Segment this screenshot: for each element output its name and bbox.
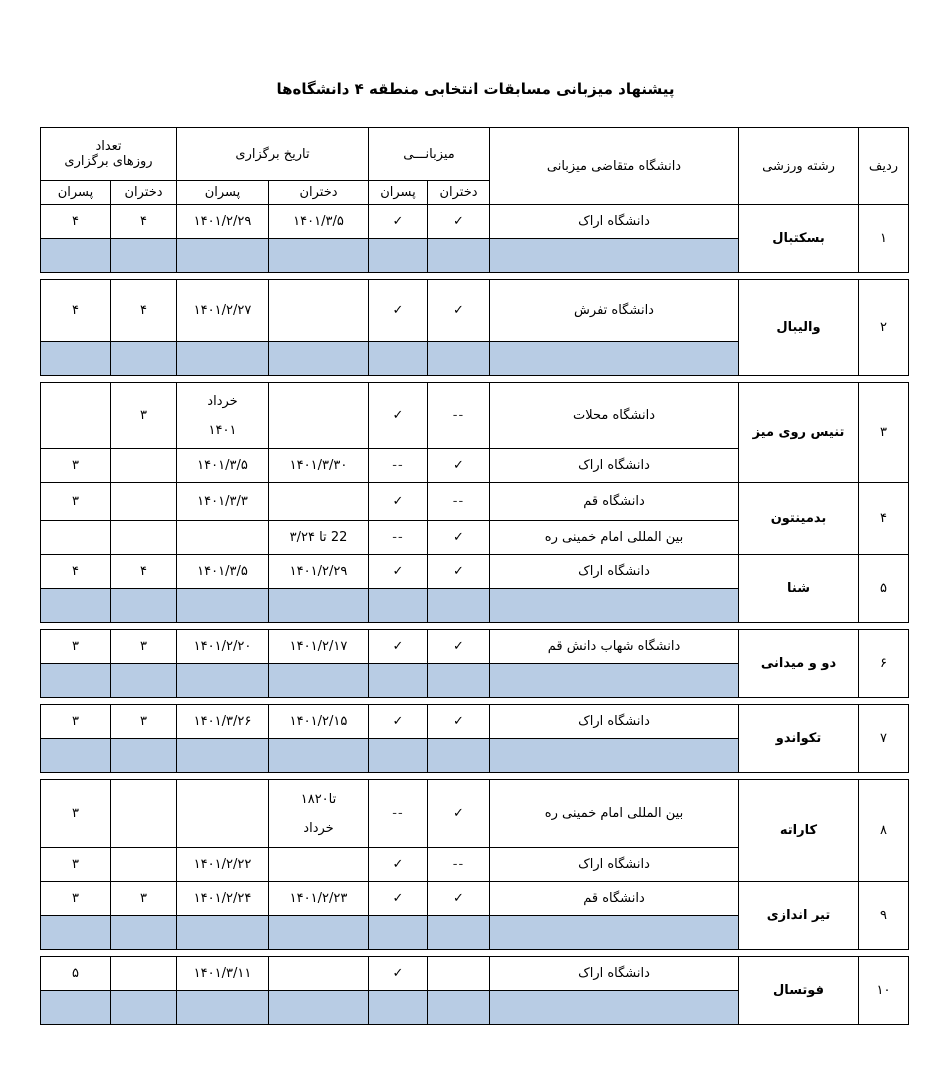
days-girls: ۳: [111, 630, 177, 664]
row-number: ۷: [859, 705, 909, 773]
host-girls-check: ✓: [428, 555, 490, 589]
date-boys: ۱۴۰۱/۳/۱۱: [177, 957, 269, 991]
hosting-table: [40, 127, 909, 1025]
sport-name: کاراته: [739, 780, 859, 882]
date-boys: ۱۴۰۱/۲/۲۲: [177, 848, 269, 882]
date-girls: [269, 957, 369, 991]
host-boys-check: ✓: [369, 882, 428, 916]
row-number: ۵: [859, 555, 909, 623]
days-boys: ۳: [41, 780, 111, 848]
host-girls-dash: --: [428, 483, 490, 521]
sport-name: فوتسال: [739, 957, 859, 1025]
university: دانشگاه قم: [490, 882, 739, 916]
sport-name: تیر اندازی: [739, 882, 859, 950]
row-number: ۱۰: [859, 957, 909, 1025]
host-girls-check: ✓: [428, 280, 490, 342]
row-number: ۹: [859, 882, 909, 950]
university: دانشگاه اراک: [490, 555, 739, 589]
page-title: پیشنهاد میزبانی مسابقات انتخابی منطقه ۴ دانشگاه‌ها: [276, 80, 675, 98]
sport-name: شنا: [739, 555, 859, 623]
host-boys-check: ✓: [369, 705, 428, 739]
days-girls: [111, 449, 177, 483]
days-boys: ۴: [41, 555, 111, 589]
university: دانشگاه شهاب دانش قم: [490, 630, 739, 664]
university-header: دانشگاه متقاضی میزبانی: [490, 128, 739, 205]
university: بین المللی امام خمینی ره: [490, 780, 739, 848]
days-girls: [111, 483, 177, 521]
date-boys: ۱۴۰۱/۲/۲۰: [177, 630, 269, 664]
university: دانشگاه اراک: [490, 449, 739, 483]
host-girls-header: دختران: [428, 181, 490, 205]
university: دانشگاه اراک: [490, 205, 739, 239]
host-girls-check: ✓: [428, 205, 490, 239]
sport-name: والیبال: [739, 280, 859, 376]
table-row: [41, 280, 909, 342]
host-girls-dash: --: [428, 383, 490, 449]
date-girls: [269, 848, 369, 882]
date-boys: [177, 780, 269, 848]
host-boys-check: ✓: [369, 280, 428, 342]
dates-header: تاریخ برگزاری: [177, 128, 369, 181]
university: دانشگاه محلات: [490, 383, 739, 449]
date-boys: ۱۴۰۱/۳/۵: [177, 449, 269, 483]
table-row: [41, 483, 909, 521]
days-girls: [111, 957, 177, 991]
days-girls: [111, 780, 177, 848]
days-boys: ۳: [41, 630, 111, 664]
host-boys-check: ✓: [369, 205, 428, 239]
date-boys: ۱۴۰۱/۲/۲۹: [177, 205, 269, 239]
days-girls: ۳: [111, 882, 177, 916]
university: دانشگاه اراک: [490, 705, 739, 739]
date-girls: ۱۴۰۱/۲/۲۳: [269, 882, 369, 916]
host-boys-check: ✓: [369, 555, 428, 589]
days-girls-header: دختران: [111, 181, 177, 205]
date-boys: ۱۴۰۱/۳/۵: [177, 555, 269, 589]
days-girls: ۳: [111, 705, 177, 739]
date-girls: [269, 483, 369, 521]
table-row: [41, 383, 909, 449]
sport-name: تنیس روی میز: [739, 383, 859, 483]
table-row: [41, 555, 909, 589]
row-number: ۲: [859, 280, 909, 376]
date-girls: ۱۸تا۲۰ خرداد: [269, 780, 369, 848]
days-boys: ۳: [41, 705, 111, 739]
days-boys: ۴: [41, 280, 111, 342]
days-girls: ۳: [111, 383, 177, 449]
host-boys-check: ✓: [369, 483, 428, 521]
days-boys: ۴: [41, 205, 111, 239]
row-number: ۳: [859, 383, 909, 483]
days-girls: ۴: [111, 280, 177, 342]
sport-name: بدمینتون: [739, 483, 859, 555]
date-boys: ۱۴۰۱/۲/۲۷: [177, 280, 269, 342]
date-girls: ۱۴۰۱/۲/۱۵: [269, 705, 369, 739]
host-girls-check: ✓: [428, 449, 490, 483]
host-girls-check: ✓: [428, 705, 490, 739]
sport-header: رشته ورزشی: [739, 128, 859, 205]
header-row: [41, 128, 909, 181]
radif-header: ردیف: [859, 128, 909, 205]
date-girls: [269, 280, 369, 342]
host-girls-check: ✓: [428, 521, 490, 555]
days-boys: [41, 383, 111, 449]
row-number: ۴: [859, 483, 909, 555]
table-row: [41, 780, 909, 848]
host-girls-check: ✓: [428, 630, 490, 664]
date-girls-header: دختران: [269, 181, 369, 205]
days-girls: [111, 848, 177, 882]
days-girls: [111, 521, 177, 555]
date-boys: [177, 521, 269, 555]
date-boys: ۱۴۰۱/۳/۲۶: [177, 705, 269, 739]
sport-name: دو و میدانی: [739, 630, 859, 698]
table-row: [41, 705, 909, 739]
row-number: ۱: [859, 205, 909, 273]
host-header: میزبانـــی: [369, 128, 490, 181]
date-girls: ۱۴۰۱/۲/۲۹: [269, 555, 369, 589]
host-boys-dash: --: [369, 780, 428, 848]
days-boys: ۳: [41, 882, 111, 916]
date-girls: ۱۴۰۱/۲/۱۷: [269, 630, 369, 664]
sport-name: بسکتبال: [739, 205, 859, 273]
university: دانشگاه اراک: [490, 848, 739, 882]
date-girls: 22 تا ۳/۲۴: [269, 521, 369, 555]
sport-name: تکواندو: [739, 705, 859, 773]
host-girls-dash: --: [428, 848, 490, 882]
host-girls: [428, 957, 490, 991]
university: دانشگاه اراک: [490, 957, 739, 991]
host-boys-check: ✓: [369, 848, 428, 882]
date-boys-header: پسران: [177, 181, 269, 205]
date-girls: ۱۴۰۱/۳/۳۰: [269, 449, 369, 483]
days-boys: ۵: [41, 957, 111, 991]
host-boys-check: ✓: [369, 630, 428, 664]
host-boys-dash: --: [369, 449, 428, 483]
table-row: [41, 205, 909, 239]
host-boys-check: ✓: [369, 383, 428, 449]
row-number: ۸: [859, 780, 909, 882]
days-boys: [41, 521, 111, 555]
university: دانشگاه قم: [490, 483, 739, 521]
host-girls-check: ✓: [428, 780, 490, 848]
table-row: [41, 957, 909, 991]
days-header: تعداد روزهای برگزاری: [41, 128, 177, 181]
days-boys: ۳: [41, 848, 111, 882]
days-boys-header: پسران: [41, 181, 111, 205]
date-boys: خرداد ۱۴۰۱: [177, 383, 269, 449]
host-boys-dash: --: [369, 521, 428, 555]
university: دانشگاه تفرش: [490, 280, 739, 342]
days-boys: ۳: [41, 449, 111, 483]
days-girls: ۴: [111, 205, 177, 239]
days-girls: ۴: [111, 555, 177, 589]
host-girls-check: ✓: [428, 882, 490, 916]
days-boys: ۳: [41, 483, 111, 521]
date-boys: ۱۴۰۱/۳/۳: [177, 483, 269, 521]
row-number: ۶: [859, 630, 909, 698]
host-boys-header: پسران: [369, 181, 428, 205]
date-boys: ۱۴۰۱/۲/۲۴: [177, 882, 269, 916]
table-row: [41, 630, 909, 664]
table-row: [41, 882, 909, 916]
university: بین المللی امام خمینی ره: [490, 521, 739, 555]
date-girls: [269, 383, 369, 449]
host-boys-check: ✓: [369, 957, 428, 991]
date-girls: ۱۴۰۱/۳/۵: [269, 205, 369, 239]
